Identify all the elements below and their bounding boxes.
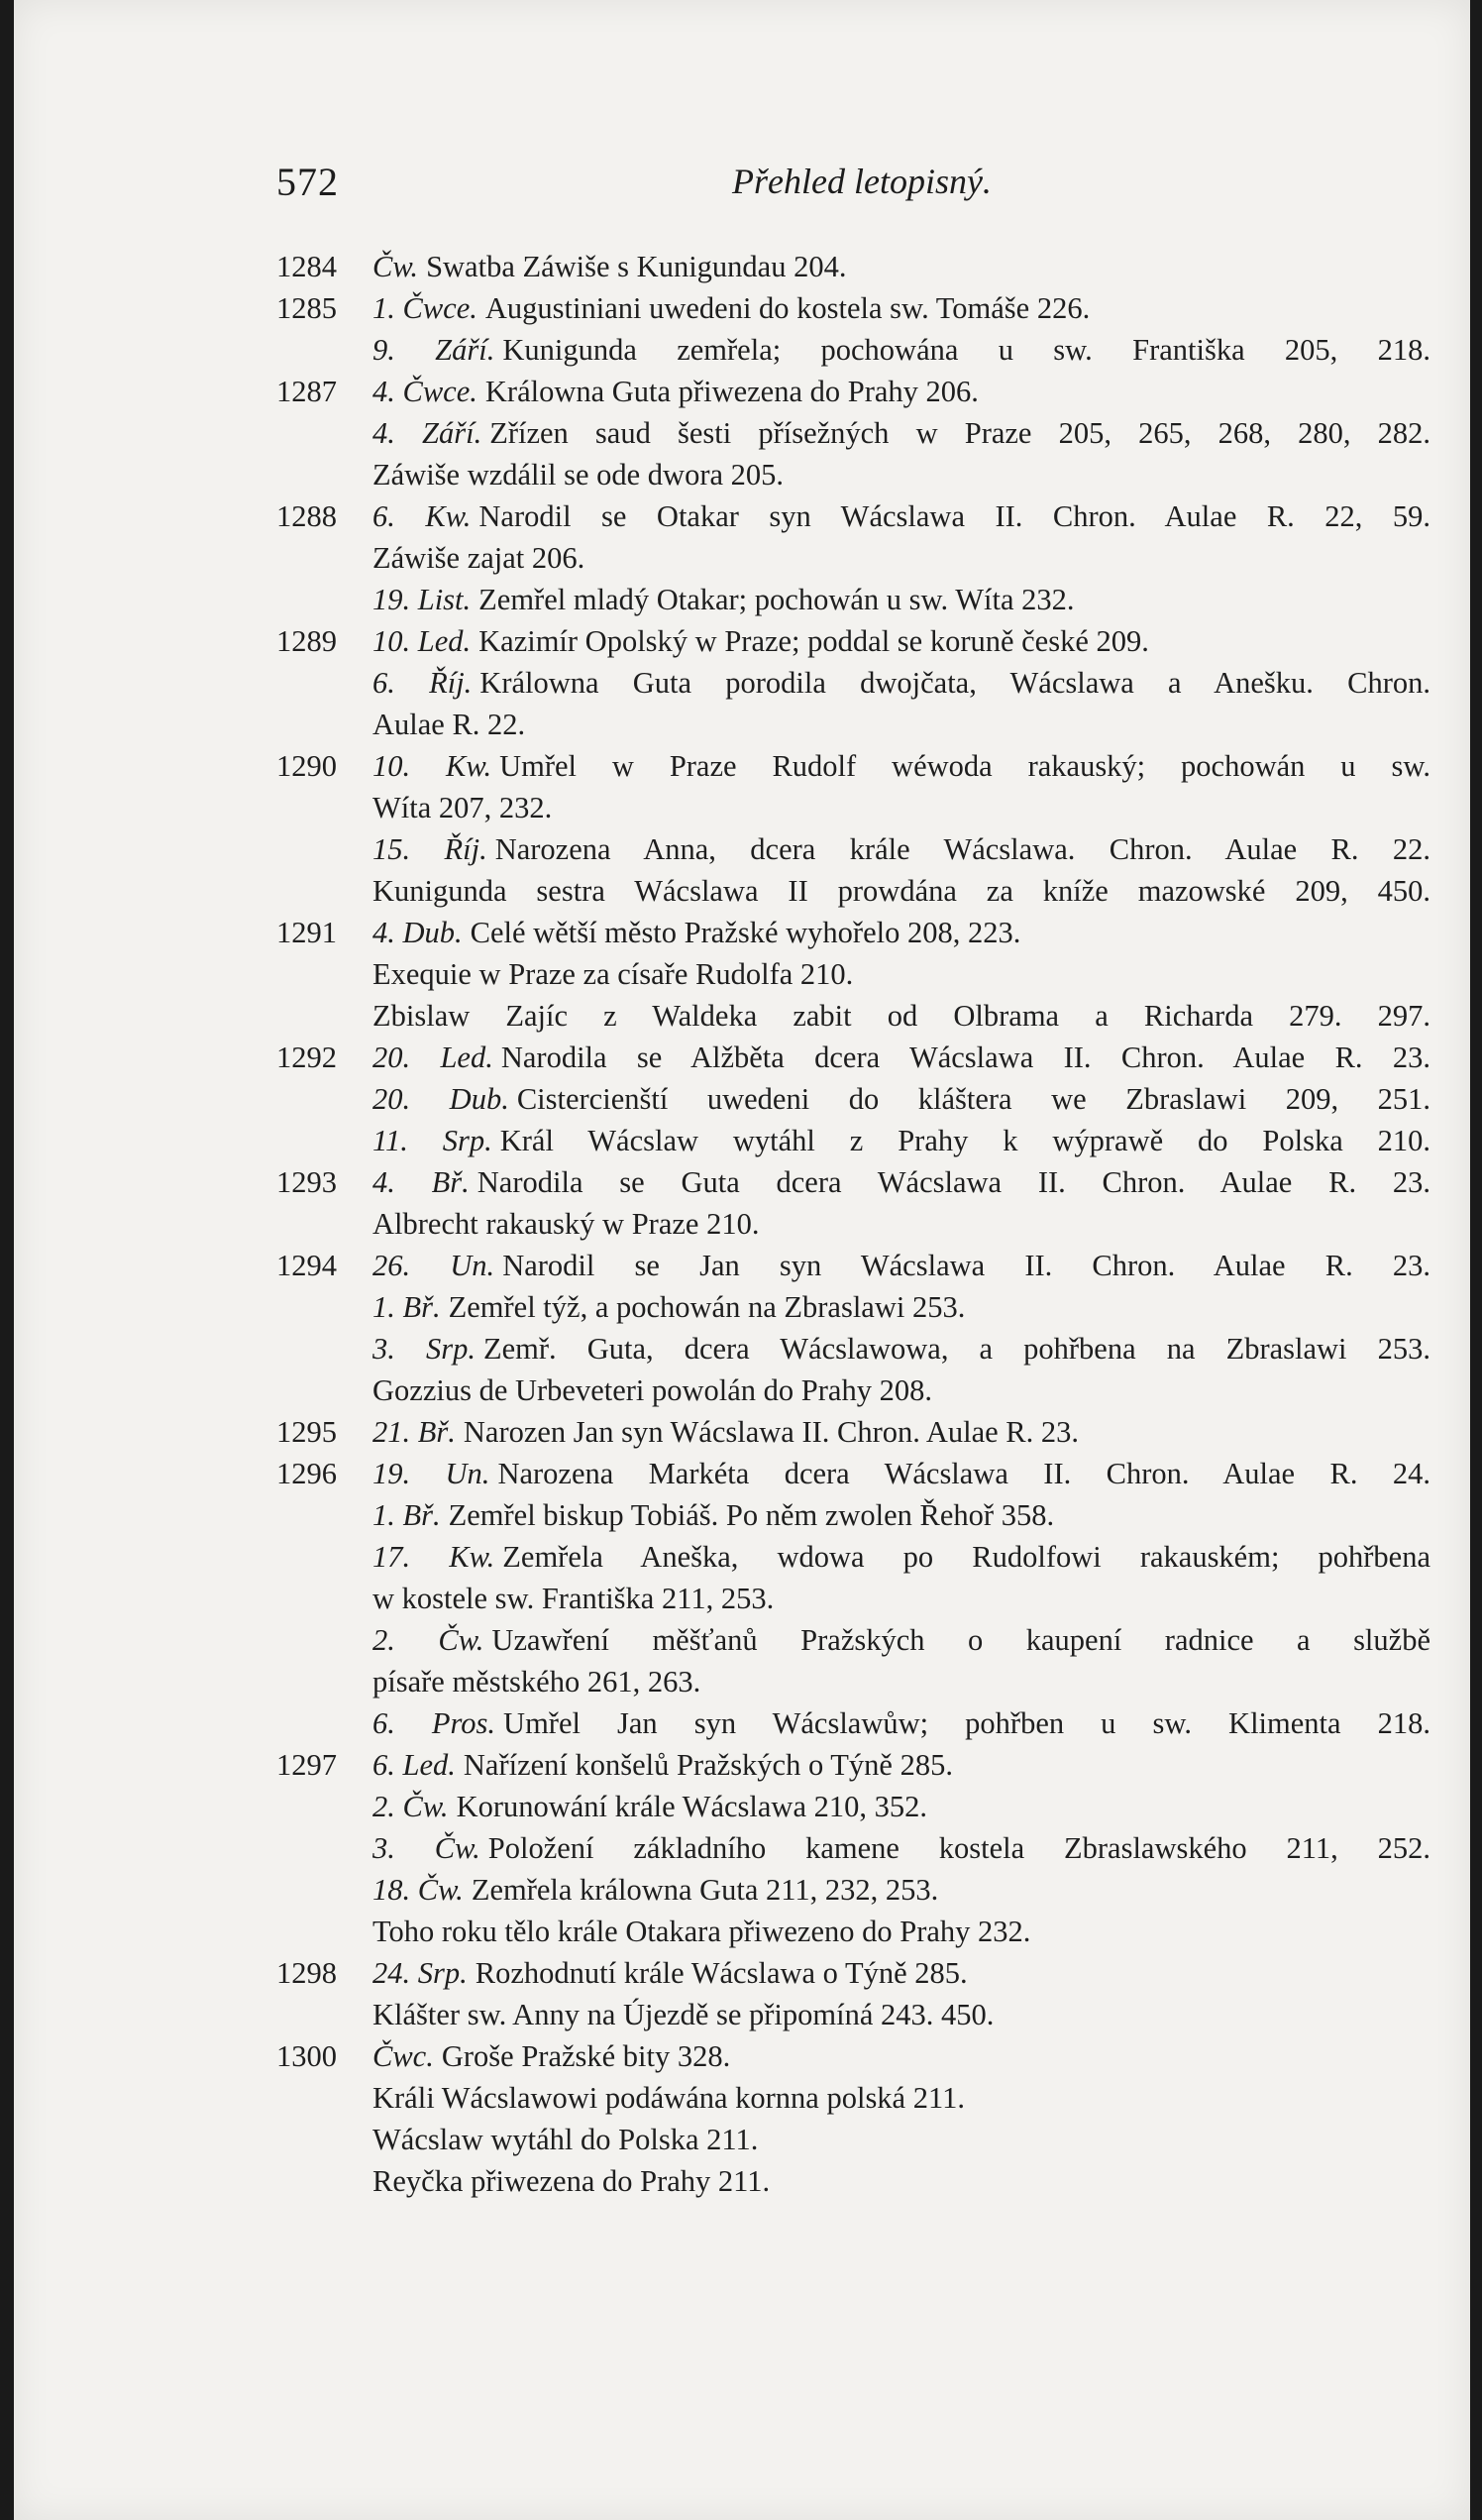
- chronicle-line: [14, 1494, 1470, 1536]
- entry-text: [372, 537, 1430, 579]
- entry-text: [372, 1286, 1430, 1328]
- entry-body: Králowna Guta porodila dwojčata, Wácslawa a Anešku. Chron.: [479, 666, 1430, 700]
- entry-date: 18. Čw.: [372, 1873, 464, 1907]
- chronicle-line: [14, 1744, 1470, 1786]
- entry-date: 3. Čw.: [372, 1831, 480, 1865]
- entry-body: Narozen Jan syn Wácslawa II. Chron. Aulae R. 23.: [463, 1415, 1079, 1449]
- entry-body: Umřel w Praze Rudolf wéwoda rakauský; pochowán u sw.: [499, 749, 1430, 783]
- chronicle-line: [14, 1411, 1470, 1453]
- entry-text: [372, 953, 1430, 995]
- entry-body: Cistercienští uwedeni do kláštera we Zbraslawi 209, 251.: [516, 1082, 1431, 1116]
- chronicle-line: [14, 953, 1470, 995]
- entry-text: [372, 1078, 1430, 1120]
- chronicle-line: [14, 412, 1470, 454]
- running-title: Přehled letopisný.: [732, 162, 992, 201]
- chronicle-line: [14, 1078, 1470, 1120]
- entry-text: [372, 1786, 1430, 1827]
- entry-year: 1291: [276, 916, 337, 949]
- entry-date: 24. Srp.: [372, 1956, 468, 1990]
- book-page: [14, 0, 1470, 2520]
- chronicle-line: [14, 1203, 1470, 1245]
- entry-text: [372, 620, 1430, 662]
- entry-date: 6. Kw.: [372, 499, 472, 533]
- chronicle-line: [14, 1952, 1470, 1994]
- entry-body: Reyčka přiwezena do Prahy 211.: [372, 2164, 771, 2198]
- chronicle-line: [14, 1037, 1470, 1078]
- entry-date: 2. Čw.: [372, 1623, 484, 1657]
- entry-date: 21. Bř.: [372, 1415, 456, 1449]
- entry-body: Narodila se Alžběta dcera Wácslawa II. Chron. Aulae R. 23.: [500, 1041, 1430, 1074]
- entry-body: Narodil se Otakar syn Wácslawa II. Chron. Aulae R. 22, 59.: [478, 499, 1430, 533]
- entry-date: 9. Září.: [372, 333, 495, 367]
- entry-text: [372, 2077, 1430, 2119]
- entry-date: 10. Kw.: [372, 749, 492, 783]
- entry-body: Umřel Jan syn Wácslawůw; pohřben u sw. Klimenta 218.: [503, 1706, 1430, 1740]
- entry-year: 1292: [276, 1041, 337, 1074]
- entry-date: 15. Říj.: [372, 832, 487, 866]
- chronicle-line: [14, 2077, 1470, 2119]
- entry-date: 3. Srp.: [372, 1332, 476, 1366]
- entry-text: [372, 1120, 1430, 1161]
- entry-text: [372, 1328, 1430, 1370]
- chronicle-line: [14, 329, 1470, 371]
- entry-text: [372, 246, 1430, 287]
- entry-date: 26. Un.: [372, 1249, 495, 1282]
- entry-date: 1. Bř.: [372, 1498, 441, 1532]
- entry-year: 1300: [276, 2039, 337, 2073]
- entry-text: [372, 412, 1430, 454]
- chronicle-line: [14, 620, 1470, 662]
- entry-text: [372, 1161, 1430, 1203]
- entry-body: Král Wácslaw wytáhl z Prahy k wýprawě do Polska 210.: [499, 1124, 1430, 1157]
- entry-date: 4. Září.: [372, 416, 482, 450]
- entry-text: [372, 1037, 1430, 1078]
- entry-text: [372, 2035, 1430, 2077]
- entry-date: 6. Led.: [372, 1748, 456, 1782]
- entry-text: [372, 870, 1430, 912]
- entry-year: 1290: [276, 749, 337, 783]
- entry-year: 1296: [276, 1457, 337, 1490]
- entry-date: Čwc.: [372, 2039, 434, 2073]
- entry-body: Celé wětší město Pražské wyhořelo 208, 223.: [470, 916, 1021, 949]
- chronicle-line: [14, 1536, 1470, 1578]
- entry-body: Gozzius de Urbeveteri powolán do Prahy 208.: [372, 1373, 932, 1407]
- entry-body: Záwiše zajat 206.: [372, 541, 585, 575]
- entry-year: 1289: [276, 624, 337, 658]
- entry-text: [372, 1578, 1430, 1619]
- entry-date: 1. Čwce.: [372, 291, 477, 325]
- chronicle-line: [14, 1619, 1470, 1661]
- entry-text: [372, 1702, 1430, 1744]
- entry-date: Čw.: [372, 250, 419, 283]
- entry-body: Exequie w Praze za císaře Rudolfa 210.: [372, 957, 854, 991]
- chronicle-line: [14, 1578, 1470, 1619]
- entry-text: [372, 287, 1430, 329]
- entry-text: [372, 995, 1430, 1037]
- entry-date: 11. Srp.: [372, 1124, 492, 1157]
- entry-text: [372, 1203, 1430, 1245]
- chronicle-line: [14, 912, 1470, 953]
- chronicle-line: [14, 2119, 1470, 2160]
- chronicle-line: [14, 537, 1470, 579]
- entry-text: [372, 1619, 1430, 1661]
- entry-text: [372, 1411, 1430, 1453]
- entry-body: Wácslaw wytáhl do Polska 211.: [372, 2123, 759, 2156]
- entry-year: 1284: [276, 250, 337, 283]
- entry-date: 19. Un.: [372, 1457, 490, 1490]
- chronicle-line: [14, 246, 1470, 287]
- entry-text: [372, 828, 1430, 870]
- entry-body: Narodil se Jan syn Wácslawa II. Chron. Aulae R. 23.: [502, 1249, 1430, 1282]
- chronicle-line: [14, 2035, 1470, 2077]
- entry-body: Aulae R. 22.: [372, 708, 526, 741]
- entry-body: Zemřel týž, a pochowán na Zbraslawi 253.: [448, 1290, 966, 1324]
- entry-body: Zemřela králowna Guta 211, 232, 253.: [471, 1873, 939, 1907]
- entry-text: [372, 2160, 1430, 2202]
- entry-date: 10. Led.: [372, 624, 472, 658]
- chronicle-line: [14, 1286, 1470, 1328]
- entry-body: Zemřel mladý Otakar; pochowán u sw. Wíta 232.: [478, 583, 1075, 616]
- entry-year: 1287: [276, 375, 337, 408]
- entry-body: Kunigunda zemřela; pochowána u sw. Františka 205, 218.: [502, 333, 1430, 367]
- entry-text: [372, 1453, 1430, 1494]
- entry-body: Zemřel biskup Tobiáš. Po něm zwolen Řehoř 358.: [448, 1498, 1055, 1532]
- entry-text: [372, 662, 1430, 704]
- entry-body: Zřízen saud šesti přísežných w Praze 205, 265, 268, 280, 282.: [489, 416, 1430, 450]
- entry-text: [372, 1536, 1430, 1578]
- chronicle-line: [14, 1328, 1470, 1370]
- chronicle-line: [14, 579, 1470, 620]
- entry-date: 4. Čwce.: [372, 375, 477, 408]
- chronicle-line: [14, 704, 1470, 745]
- entry-body: Nařízení konšelů Pražských o Týně 285.: [463, 1748, 953, 1782]
- page-header: [276, 159, 1445, 218]
- entry-text: [372, 1494, 1430, 1536]
- chronicle-line: [14, 1827, 1470, 1869]
- entry-body: Swatba Záwiše s Kunigundau 204.: [426, 250, 847, 283]
- entry-body: Rozhodnutí krále Wácslawa o Týně 285.: [475, 1956, 968, 1990]
- chronicle-line: [14, 1453, 1470, 1494]
- chronicle-line: [14, 454, 1470, 495]
- entry-text: [372, 454, 1430, 495]
- entry-year: 1293: [276, 1165, 337, 1199]
- entry-body: Zemř. Guta, dcera Wácslawowa, a pohřbena na Zbraslawi 253.: [482, 1332, 1430, 1366]
- entry-body: Toho roku tělo krále Otakara přiwezeno do Prahy 232.: [372, 1915, 1031, 1948]
- entry-body: Kunigunda sestra Wácslawa II prowdána za kníže mazowské 209, 450.: [372, 874, 1430, 908]
- entry-body: Zemřela Aneška, wdowa po Rudolfowi rakauském; pohřbena: [502, 1540, 1430, 1574]
- chronicle-line: [14, 371, 1470, 412]
- chronicle-line: [14, 662, 1470, 704]
- entry-body: Wíta 207, 232.: [372, 791, 553, 824]
- chronicle-line: [14, 870, 1470, 912]
- entry-date: 4. Dub.: [372, 916, 463, 949]
- entry-text: [372, 704, 1430, 745]
- chronicle-line: [14, 287, 1470, 329]
- entry-body: Klášter sw. Anny na Újezdě se připomíná 243. 450.: [372, 1998, 995, 2031]
- entry-body: w kostele sw. Františka 211, 253.: [372, 1582, 775, 1615]
- chronicle-line: [14, 1661, 1470, 1702]
- chronicle-line: [14, 1245, 1470, 1286]
- entry-body: Augustiniani uwedeni do kostela sw. Tomáše 226.: [484, 291, 1091, 325]
- entry-text: [372, 1744, 1430, 1786]
- entry-date: 1. Bř.: [372, 1290, 441, 1324]
- entry-year: 1294: [276, 1249, 337, 1282]
- chronicle-line: [14, 787, 1470, 828]
- entry-body: Položení základního kamene kostela Zbraslawského 211, 252.: [487, 1831, 1430, 1865]
- entry-date: 6. Pros.: [372, 1706, 496, 1740]
- entry-body: Králi Wácslawowi podáwána kornna polská 211.: [372, 2081, 965, 2115]
- entry-text: [372, 1952, 1430, 1994]
- page-number: 572: [276, 160, 339, 204]
- entry-date: 19. List.: [372, 583, 472, 616]
- entry-text: [372, 2119, 1430, 2160]
- chronicle-line: [14, 1120, 1470, 1161]
- chronicle-line: [14, 1702, 1470, 1744]
- entry-text: [372, 1911, 1430, 1952]
- chronicle-line: [14, 1370, 1470, 1411]
- entry-text: [372, 787, 1430, 828]
- entry-body: Narodila se Guta dcera Wácslawa II. Chron. Aulae R. 23.: [476, 1165, 1430, 1199]
- entry-date: 4. Bř.: [372, 1165, 470, 1199]
- entry-date: 20. Dub.: [372, 1082, 509, 1116]
- entry-year: 1285: [276, 291, 337, 325]
- entry-body: Korunowání krále Wácslawa 210, 352.: [456, 1790, 927, 1823]
- entry-body: Albrecht rakauský w Praze 210.: [372, 1207, 760, 1241]
- entry-text: [372, 745, 1430, 787]
- chronicle-line: [14, 1161, 1470, 1203]
- chronicle-line: [14, 1786, 1470, 1827]
- entry-body: Narozena Markéta dcera Wácslawa II. Chron. Aulae R. 24.: [497, 1457, 1430, 1490]
- entry-year: 1297: [276, 1748, 337, 1782]
- entry-body: Zbislaw Zajíc z Waldeka zabit od Olbrama a Richarda 279. 297.: [372, 999, 1430, 1033]
- entry-text: [372, 329, 1430, 371]
- entry-body: Uzawření měšťanů Pražských o kaupení radnice a službě: [491, 1623, 1430, 1657]
- entry-year: 1288: [276, 499, 337, 533]
- entry-text: [372, 579, 1430, 620]
- chronicle-line: [14, 495, 1470, 537]
- entry-year: 1295: [276, 1415, 337, 1449]
- entry-text: [372, 1827, 1430, 1869]
- chronicle-entries: [14, 246, 1470, 2202]
- entry-text: [372, 1869, 1430, 1911]
- entry-body: Groše Pražské bity 328.: [441, 2039, 731, 2073]
- entry-date: 20. Led.: [372, 1041, 493, 1074]
- chronicle-line: [14, 2160, 1470, 2202]
- entry-body: Králowna Guta přiwezena do Prahy 206.: [484, 375, 979, 408]
- entry-text: [372, 912, 1430, 953]
- chronicle-line: [14, 828, 1470, 870]
- chronicle-line: [14, 1869, 1470, 1911]
- entry-text: [372, 1370, 1430, 1411]
- chronicle-line: [14, 1911, 1470, 1952]
- chronicle-line: [14, 995, 1470, 1037]
- entry-year: 1298: [276, 1956, 337, 1990]
- entry-date: 17. Kw.: [372, 1540, 495, 1574]
- entry-body: Kazimír Opolský w Praze; poddal se koruně české 209.: [478, 624, 1149, 658]
- entry-text: [372, 1994, 1430, 2035]
- chronicle-line: [14, 1994, 1470, 2035]
- entry-text: [372, 371, 1430, 412]
- entry-body: Záwiše wzdálil se ode dwora 205.: [372, 458, 785, 492]
- entry-text: [372, 495, 1430, 537]
- entry-date: 2. Čw.: [372, 1790, 449, 1823]
- entry-body: písaře městského 261, 263.: [372, 1665, 701, 1698]
- entry-text: [372, 1661, 1430, 1702]
- entry-date: 6. Říj.: [372, 666, 473, 700]
- entry-body: Narozena Anna, dcera krále Wácslawa. Chron. Aulae R. 22.: [494, 832, 1430, 866]
- entry-text: [372, 1245, 1430, 1286]
- chronicle-line: [14, 745, 1470, 787]
